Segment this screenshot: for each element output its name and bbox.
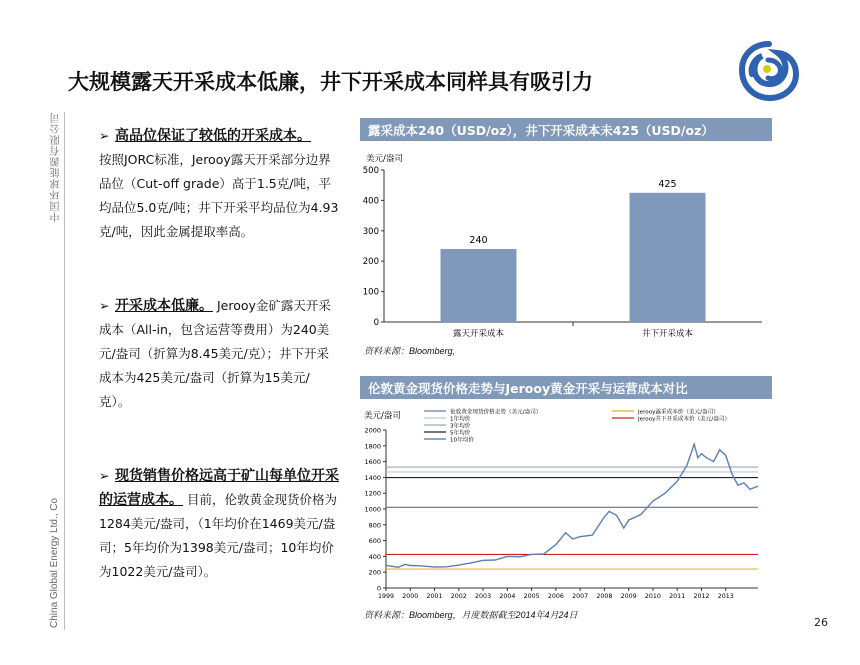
- point-spot-price: [99, 464, 339, 584]
- x-tick-label: 2012: [693, 593, 710, 600]
- company-logo: [738, 40, 800, 102]
- legend-label: 伦敦黄金现货价格走势（美元/盎司）: [450, 409, 542, 416]
- arrow-bullet-icon: ➢: [99, 298, 110, 313]
- legend-label: Jerooy露采成本价（美元/盎司）: [638, 409, 719, 416]
- line-chart-source: 资料来源：Bloomberg，月度数据截至2014年4月24日: [364, 610, 578, 620]
- bar-data-label: 425: [658, 178, 677, 190]
- point-body: Jerooy金矿露天开采成本（All-in，包含运营等费用）为240美元/盎司（折算为8.45美元/克）；井下开采成本为425美元/盎司（折算为15美元/克）。: [99, 298, 331, 409]
- gold-price-line-chart: [362, 404, 772, 604]
- arrow-bullet-icon: ➢: [99, 128, 110, 143]
- side-divider: [64, 112, 65, 630]
- bar: [630, 193, 706, 322]
- bar: [441, 249, 517, 322]
- y-tick-label: 200: [368, 568, 381, 577]
- page-title: 大规模露天开采成本低廉，井下开采成本同样具有吸引力: [68, 70, 593, 94]
- x-tick-label: 2011: [669, 593, 686, 600]
- point-heading: 开采成本低廉。: [115, 298, 213, 314]
- y-axis-label: 美元/盎司: [364, 411, 401, 421]
- company-name-cn: 中国环球能源有限公司: [51, 112, 62, 222]
- bar-chart-header: 露采成本240（USD/oz），井下开采成本未425（USD/oz）: [360, 118, 772, 141]
- x-tick-label: 2006: [547, 593, 564, 600]
- y-tick-label: 400: [362, 196, 379, 207]
- y-tick-label: 1400: [364, 473, 381, 482]
- x-tick-label: 2005: [523, 593, 540, 600]
- bar-data-label: 240: [469, 235, 488, 247]
- page-number: 26: [814, 616, 828, 629]
- x-tick-label: 2002: [450, 593, 467, 600]
- x-tick-label: 2004: [499, 593, 516, 600]
- legend-label: 5年均价: [450, 430, 471, 437]
- x-tick-label: 井下开采成本: [641, 329, 694, 339]
- legend-label: 1年均价: [450, 416, 471, 423]
- y-tick-label: 100: [362, 287, 379, 298]
- y-tick-label: 800: [368, 521, 381, 530]
- arrow-bullet-icon: ➢: [99, 468, 110, 483]
- x-tick-label: 露天开采成本: [452, 329, 505, 339]
- y-tick-label: 200: [362, 257, 379, 268]
- y-tick-label: 300: [362, 226, 379, 237]
- legend-label: Jerooy井下开采成本价（美元/盎司）: [638, 416, 731, 423]
- x-tick-label: 2008: [596, 593, 613, 600]
- x-tick-label: 2007: [572, 593, 589, 600]
- legend-label: 10年均价: [450, 437, 474, 444]
- x-tick-label: 2003: [475, 593, 492, 600]
- y-tick-label: 2000: [364, 426, 381, 435]
- point-body: 按照JORC标准，Jerooy露天开采部分边界品位（Cut-off grade）高于1.5克/吨，平均品位5.0克/吨；井下开采平均品位为4.93克/吨，因此金属提取率高。: [99, 152, 339, 239]
- bar-chart-source: 资料来源：Bloomberg,: [364, 346, 456, 356]
- point-high-grade: [99, 124, 339, 244]
- y-tick-label: 1200: [364, 489, 381, 498]
- company-name-en: China Global Energy Ltd., Co: [49, 497, 60, 628]
- x-tick-label: 2001: [426, 593, 443, 600]
- y-tick-label: 1800: [364, 442, 381, 451]
- y-tick-label: 400: [368, 552, 381, 561]
- y-tick-label: 600: [368, 537, 381, 546]
- x-tick-label: 2013: [717, 593, 734, 600]
- x-tick-label: 1999: [377, 593, 395, 600]
- y-tick-label: 1600: [364, 458, 381, 467]
- series-line: [386, 444, 758, 567]
- x-tick-label: 2010: [644, 593, 661, 600]
- point-heading: 现货销售价格远高于矿山每单位开采的运营成本。: [99, 468, 339, 508]
- y-tick-label: 1000: [364, 505, 381, 514]
- line-chart-header: 伦敦黄金现货价格走势与Jerooy黄金开采与运营成本对比: [360, 376, 772, 399]
- y-axis-label: 美元/盎司: [366, 154, 403, 164]
- legend-label: 3年均价: [450, 423, 471, 430]
- x-tick-label: 2000: [402, 593, 419, 600]
- y-tick-label: 0: [376, 584, 381, 593]
- cost-bar-chart: [362, 150, 772, 345]
- point-heading: 高品位保证了较低的开采成本。: [115, 128, 311, 144]
- y-tick-label: 0: [373, 318, 379, 328]
- x-tick-label: 2009: [620, 593, 637, 600]
- y-tick-label: 500: [362, 166, 379, 176]
- point-body: 目前，伦敦黄金现货价格为1284美元/盎司，（1年均价在1469美元/盎司；5年均价为1398美元/盎司；10年均价为1022美元/盎司）。: [99, 492, 337, 579]
- point-low-cost: [99, 294, 339, 414]
